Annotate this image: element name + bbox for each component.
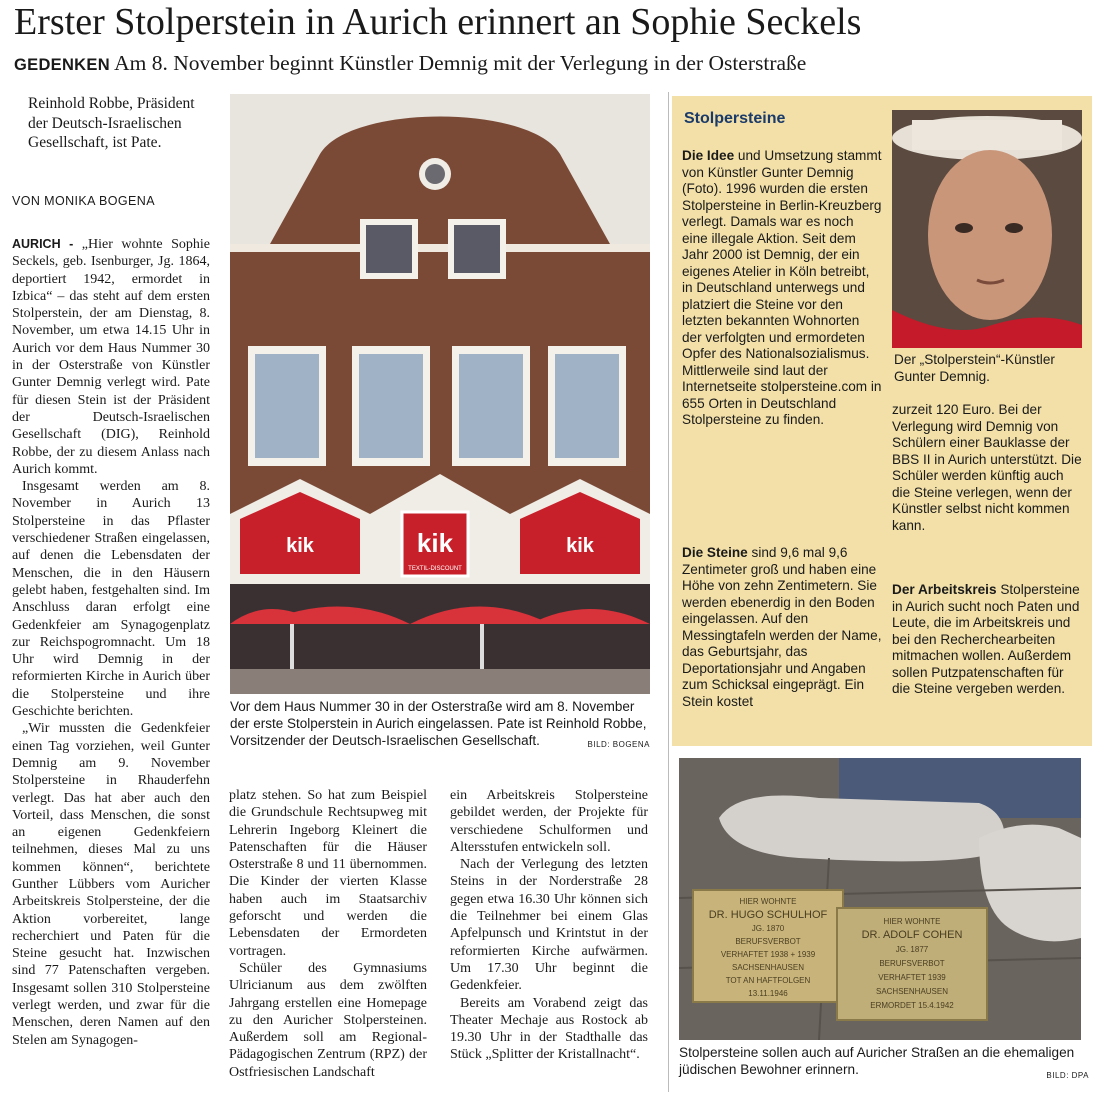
- article-column-2: [229, 787, 427, 1081]
- infobox-subhead: Die Steine: [682, 545, 748, 560]
- building-photo: [230, 94, 650, 694]
- paragraph: Bereits am Vorabend zeigt das Theater Mechaje aus Rostock ab 19.30 Uhr in der Stadthalle das Stück „Splitter der Kristallnacht“.: [450, 995, 648, 1063]
- building-photo-drawing: [230, 94, 650, 694]
- stone-right-line: VERHAFTET 1939: [878, 973, 946, 982]
- headline: Erster Stolperstein in Aurich erinnert an Sophie Seckels: [14, 1, 862, 43]
- store-sign: kik: [416, 528, 454, 558]
- stone-right-line: DR. ADOLF COHEN: [861, 929, 963, 941]
- photo-credit: BILD: DPA: [1046, 1071, 1089, 1080]
- stone-right-line: BERUFSVERBOT: [879, 959, 945, 968]
- stone-left-line: BERUFSVERBOT: [735, 937, 801, 946]
- store-tagline: TEXTIL-DISCOUNT: [408, 566, 462, 572]
- photo-credit: BILD: BOGENA: [587, 740, 650, 749]
- infobox-continuation: zurzeit 120 Euro. Bei der Verlegung wird Demnig von Schülern einer Bauklasse der BBS II in Aurich unterstützt. Die Schüler werden künftig auch die Steine verlegen, wenn der Künstler selbst nicht kommen kann.: [892, 402, 1082, 533]
- infobox-subhead: Die Idee: [682, 148, 735, 163]
- infobox-text: und Umsetzung stammt von Künstler Gunter Demnig (Foto). 1996 wurden die ersten Stolpersteine in Berlin-Kreuzberg verlegt. Damals war es noch eine illegale Aktion. Seit dem Jahr 2000 ist Demnig, der ein eigenes Atelier in Köln betreibt, in Deutschland unterwegs und platziert die Steine vor den letzten bekannten Wohnorten der verfolgten und ermordeten Opfer des Nationalsozialismus. Mittlerweile sind laut der Internetseite stolpersteine.com in 655 Orten in Deutschland Stolpersteine zu finden.: [682, 148, 882, 427]
- photo-caption: [230, 698, 650, 753]
- subline-text: Am 8. November beginnt Künstler Demnig mit der Verlegung in der Osterstraße: [114, 51, 807, 75]
- portrait-drawing: [892, 110, 1082, 348]
- article-column-1: [12, 236, 210, 1049]
- paragraph: Schüler des Gymnasiums Ulricianum aus dem zwölften Jahrgang erstellen eine Homepage zu den Auricher Stolpersteinen. Außerdem soll am Regional-Pädagogischen Zentrum (RPZ) der Ostfriesischen Landschaft: [229, 960, 427, 1080]
- column-divider: [668, 92, 669, 1092]
- infobox-steine: [682, 545, 882, 710]
- paragraph: platz stehen. So hat zum Beispiel die Grundschule Rechtsupweg mit Lehrerin Ingeborg Kleinert die Patenschaften für die Häuser Osterstraße 8 und 11 übernommen. Die Kinder der vierten Klasse haben auch im Staatsarchiv geforscht und werden die Lebensdaten der Ermordeten vortragen.: [229, 788, 427, 959]
- infobox-subhead: Der Arbeitskreis: [892, 582, 997, 597]
- stone-left-line: DR. HUGO SCHULHOF: [708, 909, 828, 921]
- article-column-3: [450, 787, 648, 1064]
- dateline: AURICH -: [12, 237, 74, 251]
- store-sign: kik: [286, 535, 314, 557]
- paragraph: ein Arbeitskreis Stolpersteine gebildet werden, der Projekte für verschiedene Schulformen und Altersstufen entwickeln soll.: [450, 788, 648, 855]
- caption-text: Stolpersteine sollen auch auf Auricher Straßen an die ehemaligen jüdischen Bewohner erinnern.: [679, 1045, 1075, 1077]
- byline: VON MONIKA BOGENA: [12, 194, 155, 208]
- infobox-text: Stolpersteine in Aurich sucht noch Paten und Leute, die im Arbeitskreis und bei den Recherchearbeiten mitmachen wollen. Außerdem sollen Putzpatenschaften für die Steine vergeben werden.: [892, 582, 1080, 696]
- infobox-text: sind 9,6 mal 9,6 Zentimeter groß und haben eine Höhe von zehn Zentimetern. Sie werden ebenerdig in den Boden eingelassen. Auf den Messingtafeln werden der Name, das Geburtsjahr, das Deportationsjahr und Angaben zum Schicksal eingeprägt. Ein Stein kostet: [682, 545, 882, 709]
- stone-right-line: SACHSENHAUSEN: [875, 987, 949, 996]
- subline: [14, 50, 1094, 78]
- stolpersteine-drawing: [679, 758, 1081, 1040]
- paragraph: „Wir mussten die Gedenkfeier einen Tag vorziehen, weil Gunter Demnig am 9. November Stolpersteine in Rhauderfehn verlegt. Das hat aber auch den Vorteil, dass Menschen, die sonst an eigenen Gedenkfeiern teilnehmen, dieses Mal zu uns kommen können“, berichtete Gunther Lübbers vom Auricher Arbeitskreis Stolpersteine, der die Aktion vorbereitet, lange recherchiert und Paten für die Steine gesucht hat. Inzwischen sind 77 Patenschaften vergeben. Insgesamt sollen 310 Stolpersteine verlegt werden, und zwar für die Menschen, deren Namen auf den Stelen am Synagogen-: [12, 721, 210, 1048]
- infobox-idee: [682, 148, 882, 429]
- stone-left-line: TOT AN HAFTFOLGEN: [725, 976, 811, 985]
- paragraph: Insgesamt werden am 8. November in Aurich 13 Stolpersteine in das Pflaster verschiedener Straßen eingelassen, auf denen die Lebensdaten der Menschen, die in den Häusern gelebt haben, festgehalten sind. Im Anschluss daran erfolgt eine Gedenkfeier am Synagogenplatz zur Reichspogromnacht. Um 18 Uhr wird Demnig in der reformierten Kirche in Aurich über die Stolpersteine und ihre Geschichte berichten.: [12, 479, 210, 720]
- stone-left-line: JG. 1870: [751, 924, 785, 933]
- stone-right-line: ERMORDET 15.4.1942: [870, 1001, 954, 1010]
- stone-left-line: HIER WOHNTE: [739, 897, 797, 906]
- stone-left-line: 13.11.1946: [748, 989, 788, 998]
- store-sign: kik: [566, 535, 594, 557]
- portrait-caption: Der „Stolperstein“-Künstler Gunter Demnig.: [894, 352, 1055, 384]
- paragraph: Nach der Verlegung des letzten Steins in der Norderstraße 28 gegen etwa 16.30 Uhr können sich die Teilnehmer bei einem Glas Apfelpunsch und Krintstut in der reformierten Kirche aufwärmen. Um 17.30 Uhr beginnt die Gedenkfeier.: [450, 857, 648, 994]
- stone-right-line: JG. 1877: [895, 945, 929, 954]
- stone-left-line: SACHSENHAUSEN: [731, 963, 805, 972]
- infobox-title: Stolpersteine: [684, 110, 786, 127]
- intro-text: Reinhold Robbe, Präsident der Deutsch-Israelischen Gesellschaft, ist Pate.: [28, 95, 195, 151]
- caption-text: Vor dem Haus Nummer 30 in der Osterstraße wird am 8. November der erste Stolperstein in Aurich eingelassen. Pate ist Reinhold Robbe, Vorsitzender der Deutsch-Israelischen Gesellschaft.: [230, 699, 647, 748]
- portrait-photo: [892, 110, 1082, 348]
- paragraph: [12, 236, 210, 478]
- paragraph-text: „Hier wohnte Sophie Seckels, geb. Isenburger, Jg. 1864, deportiert 1942, ermordet in Izbica“ – das steht auf dem ersten Stolperstein, der am Dienstag, 8. November, um etwa 14.15 Uhr in Aurich vor dem Haus Nummer 30 in der Osterstraße von Künstler Gunter Demnig verlegt wird. Pate für diesen Stein ist der Präsident der Deutsch-Israelischen Gesellschaft (DIG), Reinhold Robbe, der zu diesem Anlass nach Aurich kommt.: [12, 237, 210, 477]
- subline-kicker: GEDENKEN: [14, 56, 110, 74]
- stolpersteine-caption: [679, 1044, 1089, 1084]
- infobox-arbeitskreis: [892, 582, 1084, 698]
- stolpersteine-photo: [679, 758, 1081, 1040]
- stone-left-line: VERHAFTET 1938 + 1939: [720, 950, 816, 959]
- stone-right-line: HIER WOHNTE: [883, 917, 941, 926]
